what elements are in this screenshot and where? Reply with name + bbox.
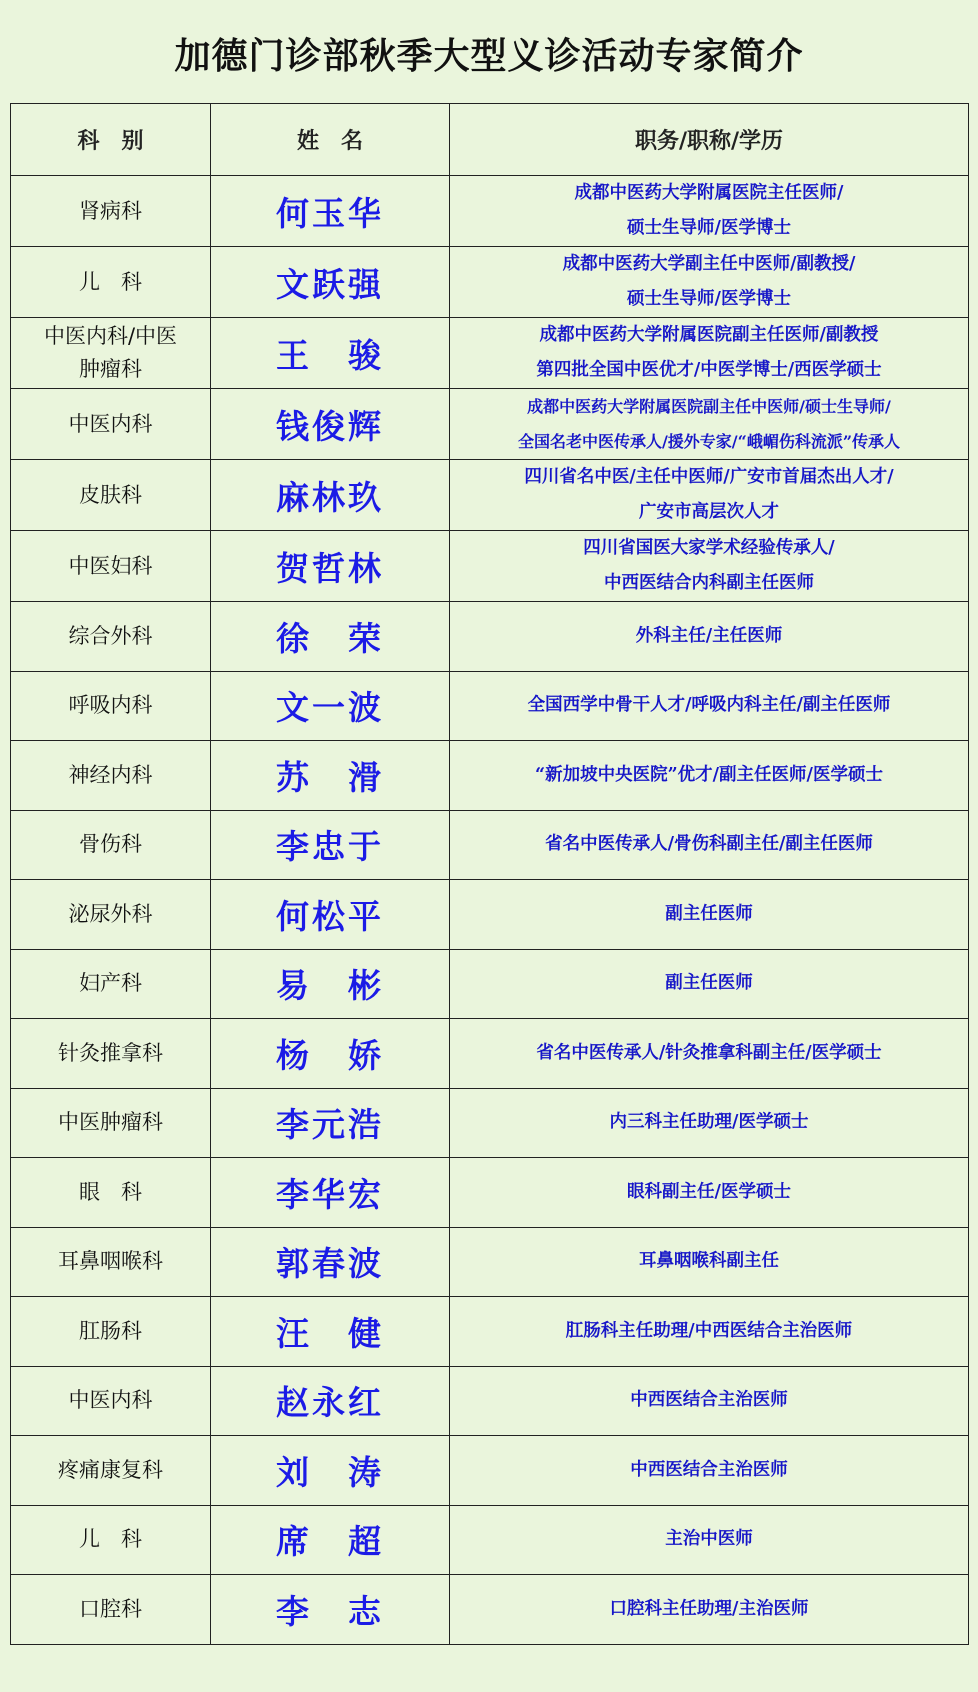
table-row <box>11 389 969 460</box>
table-body <box>11 176 969 1645</box>
department-cell: 儿 科 <box>11 1505 211 1575</box>
expert-credentials-cell <box>450 880 969 950</box>
expert-name-cell: 何松平 <box>211 880 450 950</box>
credentials-line: 省名中医传承人/骨伤科副主任/副主任医师 <box>545 834 873 855</box>
expert-name-cell: 钱俊辉 <box>211 389 450 460</box>
table-row <box>11 1575 969 1645</box>
table-row <box>11 318 969 389</box>
department-cell: 口腔科 <box>11 1575 211 1645</box>
expert-credentials-cell <box>450 810 969 880</box>
table-row <box>11 880 969 950</box>
table-row <box>11 741 969 811</box>
department-cell: 神经内科 <box>11 741 211 811</box>
department-cell: 泌尿外科 <box>11 880 211 950</box>
expert-credentials-cell <box>450 1505 969 1575</box>
expert-name-cell: 徐 荣 <box>211 602 450 672</box>
credentials-line: 第四批全国中医优才/中医学博士/西医学硕士 <box>536 360 882 380</box>
expert-name-cell: 杨 娇 <box>211 1019 450 1089</box>
expert-name-cell: 汪 健 <box>211 1297 450 1367</box>
expert-credentials-cell <box>450 949 969 1019</box>
department-cell: 皮肤科 <box>11 460 211 531</box>
table-row <box>11 176 969 247</box>
credentials-line: 硕士生导师/医学博士 <box>627 289 791 309</box>
expert-credentials-cell <box>450 741 969 811</box>
credentials-line: 四川省名中医/主任中医师/广安市首届杰出人才/ <box>524 467 894 487</box>
expert-name-cell: 席 超 <box>211 1505 450 1575</box>
department-cell: 儿 科 <box>11 247 211 318</box>
credentials-line: 中西医结合主治医师 <box>630 1459 788 1480</box>
header-name: 姓 名 <box>211 104 450 176</box>
expert-credentials-cell <box>450 1366 969 1436</box>
credentials-line: 广安市高层次人才 <box>639 502 779 522</box>
table-row <box>11 671 969 741</box>
expert-credentials-cell <box>450 531 969 602</box>
credentials-line: 硕士生导师/医学博士 <box>627 218 791 238</box>
expert-credentials-cell <box>450 1019 969 1089</box>
department-cell: 眼 科 <box>11 1158 211 1228</box>
department-cell: 呼吸内科 <box>11 671 211 741</box>
department-cell: 骨伤科 <box>11 810 211 880</box>
expert-name-cell: 易 彬 <box>211 949 450 1019</box>
credentials-line: 主治中医师 <box>665 1529 753 1550</box>
department-cell: 妇产科 <box>11 949 211 1019</box>
department-cell: 耳鼻咽喉科 <box>11 1227 211 1297</box>
department-cell: 综合外科 <box>11 602 211 672</box>
expert-name-cell: 李忠于 <box>211 810 450 880</box>
expert-credentials-cell <box>450 1575 969 1645</box>
table-row <box>11 1227 969 1297</box>
table-row <box>11 531 969 602</box>
expert-name-cell: 王 骏 <box>211 318 450 389</box>
expert-credentials-cell <box>450 1436 969 1506</box>
table-row <box>11 1366 969 1436</box>
expert-table <box>10 103 969 1645</box>
expert-credentials-cell <box>450 247 969 318</box>
table-row <box>11 1436 969 1506</box>
credentials-line: 外科主任/主任医师 <box>635 625 783 646</box>
expert-name-cell: 文一波 <box>211 671 450 741</box>
expert-credentials-cell <box>450 602 969 672</box>
expert-name-cell: 刘 涛 <box>211 1436 450 1506</box>
credentials-line: 省名中医传承人/针灸推拿科副主任/医学硕士 <box>536 1042 882 1063</box>
credentials-line: 成都中医药大学副主任中医师/副教授/ <box>562 254 856 274</box>
credentials-line: 口腔科主任助理/主治医师 <box>609 1598 809 1619</box>
credentials-line: 肛肠科主任助理/中西医结合主治医师 <box>565 1320 853 1341</box>
expert-name-cell: 文跃强 <box>211 247 450 318</box>
table-row <box>11 1158 969 1228</box>
credentials-line: 成都中医药大学附属医院副主任中医师/硕士生导师/ <box>527 397 891 416</box>
credentials-line: 眼科副主任/医学硕士 <box>627 1181 791 1202</box>
header-title: 职务/职称/学历 <box>450 104 969 176</box>
credentials-line: “新加坡中央医院”优才/副主任医师/医学硕士 <box>535 764 883 785</box>
department-cell: 疼痛康复科 <box>11 1436 211 1506</box>
table-row <box>11 949 969 1019</box>
expert-credentials-cell <box>450 318 969 389</box>
credentials-line: 内三科主任助理/医学硕士 <box>609 1112 809 1133</box>
department-cell: 中医内科 <box>11 1366 211 1436</box>
department-cell: 中医内科 <box>11 389 211 460</box>
department-cell: 中医肿瘤科 <box>11 1088 211 1158</box>
table-row <box>11 1297 969 1367</box>
expert-name-cell: 麻林玖 <box>211 460 450 531</box>
credentials-line: 全国名老中医传承人/援外专家/“峨嵋伤科流派”传承人 <box>517 432 901 451</box>
department-cell: 中医内科/中医肿瘤科 <box>11 318 211 389</box>
table-header-row <box>11 104 969 176</box>
expert-credentials-cell <box>450 460 969 531</box>
expert-name-cell: 赵永红 <box>211 1366 450 1436</box>
credentials-line: 四川省国医大家学术经验传承人/ <box>583 538 835 558</box>
expert-credentials-cell <box>450 1227 969 1297</box>
table-row <box>11 810 969 880</box>
credentials-line: 中西医结合内科副主任医师 <box>604 573 814 593</box>
expert-credentials-cell <box>450 176 969 247</box>
expert-name-cell: 李元浩 <box>211 1088 450 1158</box>
expert-credentials-cell <box>450 1158 969 1228</box>
credentials-line: 副主任医师 <box>665 973 753 994</box>
page-title: 加德门诊部秋季大型义诊活动专家简介 <box>174 35 804 77</box>
expert-name-cell: 贺哲林 <box>211 531 450 602</box>
credentials-line: 副主任医师 <box>665 903 753 924</box>
table-row <box>11 1505 969 1575</box>
expert-name-cell: 郭春波 <box>211 1227 450 1297</box>
expert-credentials-cell <box>450 1088 969 1158</box>
department-cell: 针灸推拿科 <box>11 1019 211 1089</box>
department-cell: 肛肠科 <box>11 1297 211 1367</box>
expert-name-cell: 苏 滑 <box>211 741 450 811</box>
department-cell: 肾病科 <box>11 176 211 247</box>
expert-name-cell: 何玉华 <box>211 176 450 247</box>
credentials-line: 中西医结合主治医师 <box>630 1390 788 1411</box>
table-row <box>11 1019 969 1089</box>
expert-name-cell: 李华宏 <box>211 1158 450 1228</box>
credentials-line: 成都中医药大学附属医院主任医师/ <box>574 183 844 203</box>
credentials-line: 耳鼻咽喉科副主任 <box>639 1251 779 1272</box>
table-row <box>11 247 969 318</box>
expert-credentials-cell <box>450 1297 969 1367</box>
credentials-line: 全国西学中骨干人才/呼吸内科主任/副主任医师 <box>527 695 891 716</box>
credentials-line: 成都中医药大学附属医院副主任医师/副教授 <box>539 325 879 345</box>
expert-credentials-cell <box>450 671 969 741</box>
table-row <box>11 1088 969 1158</box>
department-cell: 中医妇科 <box>11 531 211 602</box>
table-row <box>11 602 969 672</box>
expert-credentials-cell <box>450 389 969 460</box>
expert-name-cell: 李 志 <box>211 1575 450 1645</box>
table-row <box>11 460 969 531</box>
header-dept: 科 别 <box>11 104 211 176</box>
